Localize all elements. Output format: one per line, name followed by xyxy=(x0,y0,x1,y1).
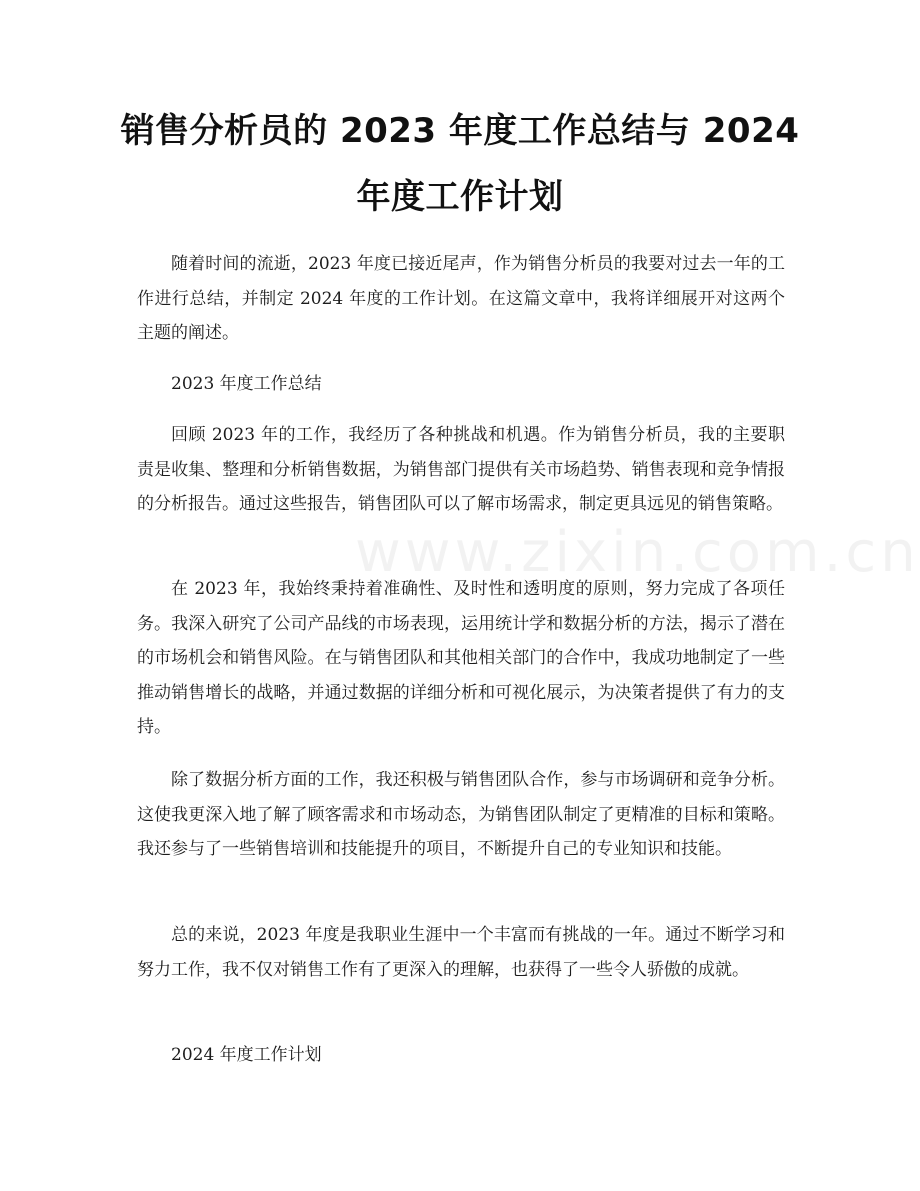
section-heading-2023-summary: 2023 年度工作总结 xyxy=(171,374,322,394)
intro-paragraph: 随着时间的流逝，2023 年度已接近尾声，作为销售分析员的我要对过去一年的工作进行总结，并制定 2024 年度的工作计划。在这篇文章中，我将详细展开对这两个主题的阐述。 xyxy=(137,254,785,343)
document-title: 销售分析员的 2023 年度工作总结与 2024 年度工作计划 xyxy=(120,111,800,217)
summary-paragraph: 总的来说，2023 年度是我职业生涯中一个丰富而有挑战的一年。通过不断学习和努力工作，我不仅对销售工作有了更深入的理解，也获得了一些令人骄傲的成就。 xyxy=(137,925,785,980)
section-heading-2024-plan: 2024 年度工作计划 xyxy=(171,1045,322,1065)
watermark-text: www.zixin.com.cn xyxy=(355,520,920,585)
principles-paragraph: 在 2023 年，我始终秉持着准确性、及时性和透明度的原则，努力完成了各项任务。我深入研究了公司产品线的市场表现，运用统计学和数据分析的方法，揭示了潜在的市场机会和销售风险。在与销售团队和其他相关部门的合作中，我成功地制定了一些推动销售增长的战略，并通过数据的详细分析和可视化展示，为决策者提供了有力的支持。 xyxy=(137,579,785,737)
review-paragraph: 回顾 2023 年的工作，我经历了各种挑战和机遇。作为销售分析员，我的主要职责是收集、整理和分析销售数据，为销售部门提供有关市场趋势、销售表现和竞争情报的分析报告。通过这些报告，销售团队可以了解市场需求，制定更具远见的销售策略。 xyxy=(137,425,785,514)
collaboration-paragraph: 除了数据分析方面的工作，我还积极与销售团队合作，参与市场调研和竞争分析。这使我更深入地了解了顾客需求和市场动态，为销售团队制定了更精准的目标和策略。我还参与了一些销售培训和技能提升的项目，不断提升自己的专业知识和技能。 xyxy=(137,770,785,859)
